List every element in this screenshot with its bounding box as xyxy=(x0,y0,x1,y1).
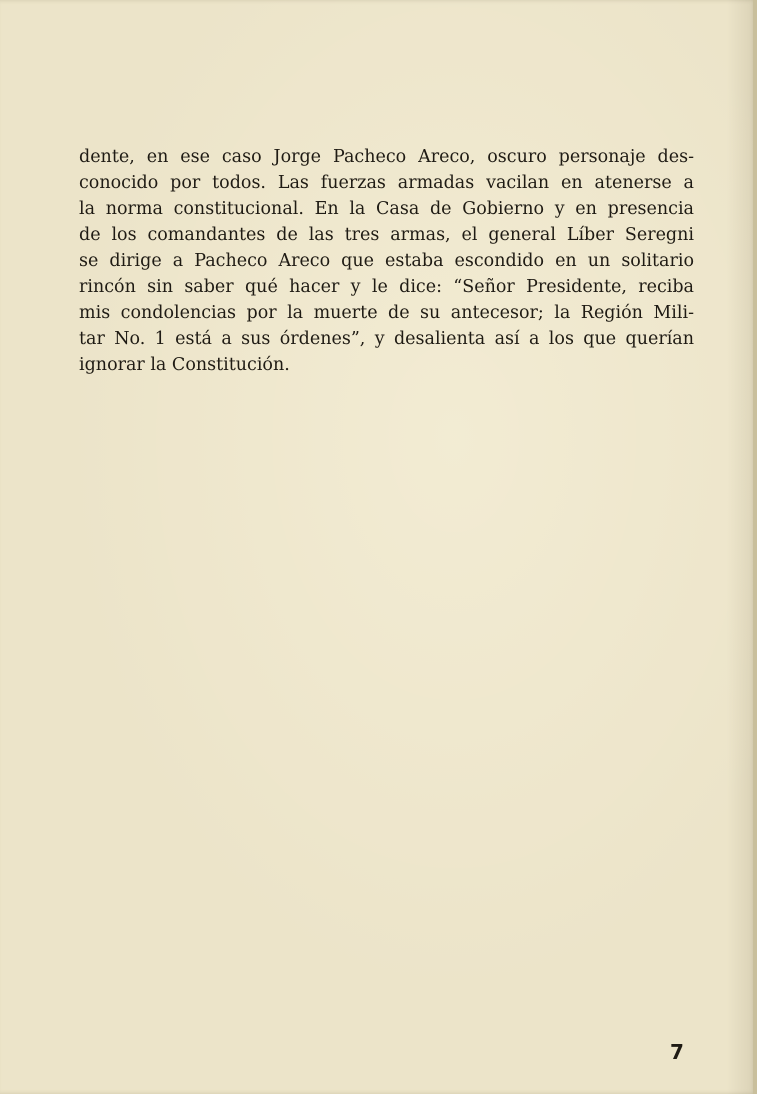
text-line: de los comandantes de las tres armas, el general Líber Seregni xyxy=(79,225,694,245)
text-line: tar No. 1 está a sus órdenes”, y desalienta así a los que querían xyxy=(79,329,694,349)
text-line: conocido por todos. Las fuerzas armadas vacilan en atenerse a xyxy=(79,173,694,193)
text-line: rincón sin saber qué hacer y le dice: “Señor Presidente, reciba xyxy=(79,277,694,297)
text-line: se dirige a Pacheco Areco que estaba escondido en un solitario xyxy=(79,251,694,271)
page-edge xyxy=(753,0,757,1094)
body-paragraph xyxy=(79,144,694,378)
text-line: la norma constitucional. En la Casa de Gobierno y en presencia xyxy=(79,199,694,219)
text-line: mis condolencias por la muerte de su antecesor; la Región Mili- xyxy=(79,303,694,323)
text-line: ignorar la Constitución. xyxy=(79,355,290,375)
text-line: dente, en ese caso Jorge Pacheco Areco, oscuro personaje des- xyxy=(79,147,694,167)
page-number: 7 xyxy=(670,1040,684,1064)
